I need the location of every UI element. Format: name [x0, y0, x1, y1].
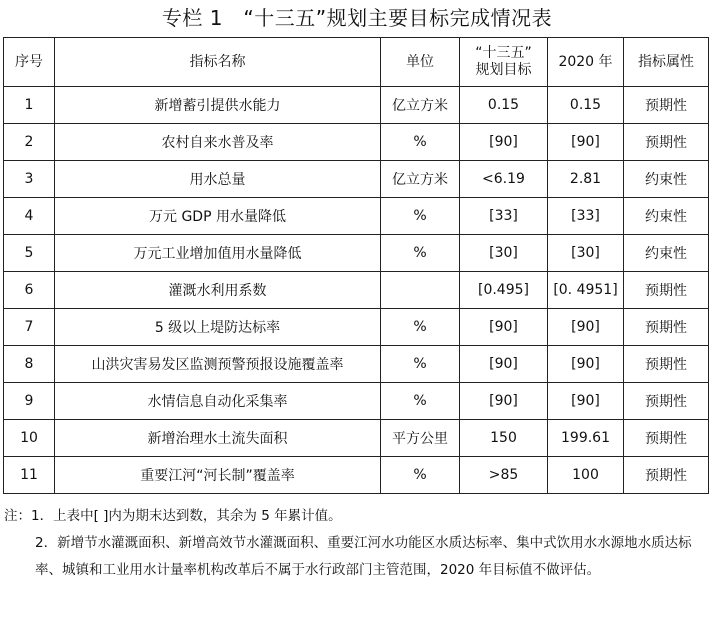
cell-index: 1: [4, 87, 55, 124]
cell-target: [90]: [460, 124, 548, 161]
cell-attr: 约束性: [624, 198, 709, 235]
header-index: 序号: [4, 38, 55, 87]
cell-attr: 预期性: [624, 124, 709, 161]
cell-attr: 预期性: [624, 457, 709, 494]
cell-unit: 平方公里: [381, 420, 460, 457]
cell-y2020: [33]: [548, 198, 624, 235]
cell-y2020: [0. 4951]: [548, 272, 624, 309]
cell-unit: %: [381, 457, 460, 494]
header-target: [460, 38, 548, 87]
table-row: [4, 383, 709, 420]
cell-y2020: 2.81: [548, 161, 624, 198]
cell-target: [90]: [460, 309, 548, 346]
header-attribute: 指标属性: [624, 38, 709, 87]
cell-name: 农村自来水普及率: [55, 124, 381, 161]
cell-name: 新增蓄引提供水能力: [55, 87, 381, 124]
header-row: [4, 38, 709, 87]
cell-name: 山洪灾害易发区监测预警预报设施覆盖率: [55, 346, 381, 383]
table-row: [4, 235, 709, 272]
cell-attr: 约束性: [624, 161, 709, 198]
table-row: [4, 346, 709, 383]
cell-unit: %: [381, 235, 460, 272]
cell-attr: 预期性: [624, 420, 709, 457]
table-row: [4, 87, 709, 124]
cell-name: 重要江河“河长制”覆盖率: [55, 457, 381, 494]
cell-index: 6: [4, 272, 55, 309]
cell-target: 0.15: [460, 87, 548, 124]
cell-y2020: [90]: [548, 309, 624, 346]
cell-index: 7: [4, 309, 55, 346]
table-row: [4, 272, 709, 309]
table-row: [4, 420, 709, 457]
cell-y2020: 100: [548, 457, 624, 494]
header-target-line2: 规划目标: [475, 62, 532, 78]
table-row: [4, 457, 709, 494]
table-title: 专栏 1 “十三五”规划主要目标完成情况表: [161, 6, 553, 30]
table-row: [4, 124, 709, 161]
cell-index: 10: [4, 420, 55, 457]
cell-y2020: 0.15: [548, 87, 624, 124]
cell-name: 5 级以上堤防达标率: [55, 309, 381, 346]
header-target-line1: “十三五”: [475, 45, 532, 61]
cell-target: [30]: [460, 235, 548, 272]
cell-index: 9: [4, 383, 55, 420]
note-2: 2．新增节水灌溉面积、新增高效节水灌溉面积、重要江河水功能区水质达标率、集中式饮用水水源地水质达标率、城镇和工业用水计量率机构改革后不属于水行政部门主管范围，2020 年目标值不做评估。: [35, 535, 692, 578]
cell-attr: 预期性: [624, 383, 709, 420]
cell-index: 2: [4, 124, 55, 161]
notes: [4, 503, 710, 584]
targets-table: [3, 37, 709, 494]
cell-y2020: [90]: [548, 346, 624, 383]
cell-target: [0.495]: [460, 272, 548, 309]
cell-unit: %: [381, 309, 460, 346]
header-name: 指标名称: [55, 38, 381, 87]
cell-attr: 预期性: [624, 309, 709, 346]
cell-unit: %: [381, 198, 460, 235]
cell-name: 新增治理水土流失面积: [55, 420, 381, 457]
cell-unit: %: [381, 383, 460, 420]
note-1: 注：1．上表中[ ]内为期末达到数，其余为 5 年累计值。: [4, 508, 342, 524]
cell-y2020: [90]: [548, 383, 624, 420]
cell-name: 用水总量: [55, 161, 381, 198]
cell-name: 万元 GDP 用水量降低: [55, 198, 381, 235]
cell-index: 8: [4, 346, 55, 383]
cell-name: 万元工业增加值用水量降低: [55, 235, 381, 272]
table-row: [4, 198, 709, 235]
cell-target: 150: [460, 420, 548, 457]
cell-unit: [381, 272, 460, 309]
cell-attr: 预期性: [624, 346, 709, 383]
cell-y2020: [30]: [548, 235, 624, 272]
cell-unit: 亿立方米: [381, 87, 460, 124]
cell-target: >85: [460, 457, 548, 494]
header-2020: 2020 年: [548, 38, 624, 87]
cell-index: 11: [4, 457, 55, 494]
cell-unit: %: [381, 124, 460, 161]
cell-attr: 预期性: [624, 272, 709, 309]
cell-index: 5: [4, 235, 55, 272]
cell-target: [90]: [460, 383, 548, 420]
cell-target: <6.19: [460, 161, 548, 198]
cell-unit: %: [381, 346, 460, 383]
table-row: [4, 309, 709, 346]
table-row: [4, 161, 709, 198]
cell-index: 4: [4, 198, 55, 235]
cell-name: 水情信息自动化采集率: [55, 383, 381, 420]
cell-unit: 亿立方米: [381, 161, 460, 198]
header-unit: 单位: [381, 38, 460, 87]
cell-y2020: 199.61: [548, 420, 624, 457]
cell-name: 灌溉水利用系数: [55, 272, 381, 309]
cell-attr: 预期性: [624, 87, 709, 124]
cell-index: 3: [4, 161, 55, 198]
cell-y2020: [90]: [548, 124, 624, 161]
cell-target: [90]: [460, 346, 548, 383]
cell-target: [33]: [460, 198, 548, 235]
cell-attr: 约束性: [624, 235, 709, 272]
